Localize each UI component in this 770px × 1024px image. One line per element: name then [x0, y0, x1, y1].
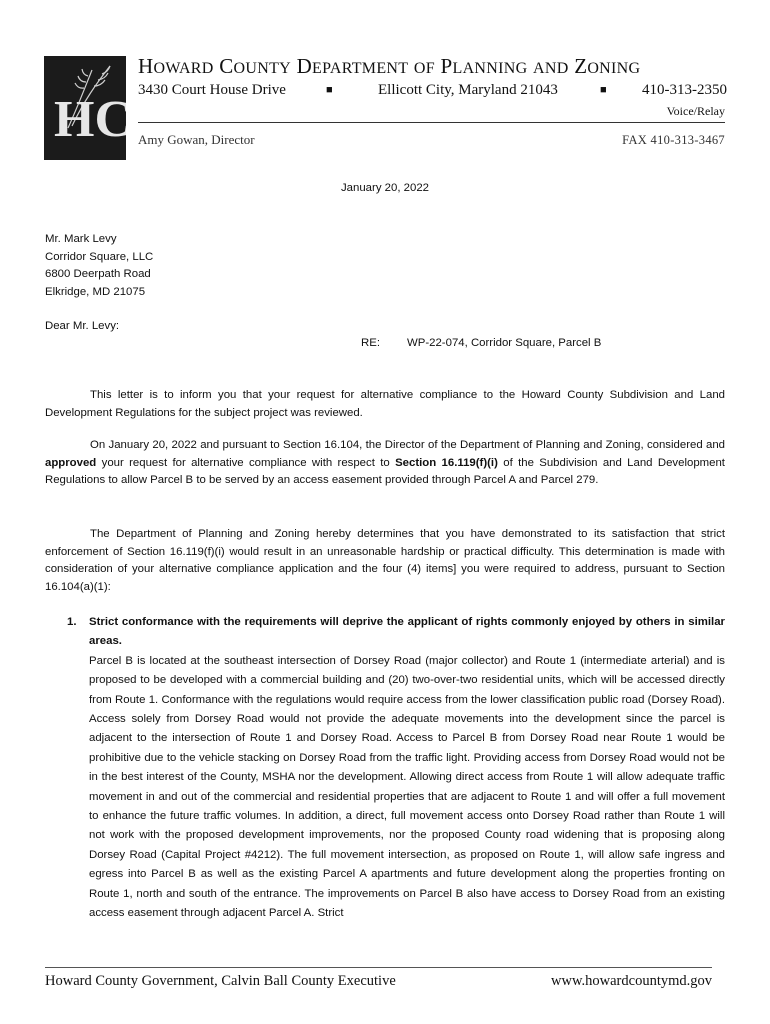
- approved-emphasis: approved: [45, 456, 97, 469]
- paragraph-text: The Department of Planning and Zoning hereby determines that you have demonstrated to its satisfaction that strict enforcement of Section 16.119(f)(i) would result in an unreasonable hardship or practical difficulty. This determination is made with consideration of your alternative compliance application and the four (4) items] you were required to address, pursuant to Section 16.104(a)(1):: [45, 528, 725, 593]
- section-reference: Section 16.119(f)(i): [395, 456, 498, 469]
- department-name: HOWARD COUNTY DEPARTMENT OF PLANNING AND ZONING: [138, 54, 641, 78]
- re-line: [361, 335, 601, 353]
- recipient-address: [45, 231, 153, 301]
- director-name: Amy Gowan, Director: [138, 132, 255, 147]
- item-text: Parcel B is located at the southeast intersection of Dorsey Road (major collector) and Route 1 (intermediate arterial) and is proposed to be developed with a commercial building and (20) two-over-two residential units, which will be accessed directly from Route 1. Conformance with the regulations would require access from the lower classification public road (Dorsey Road). Access solely from Dorsey Road would not provide the adequate movements into the development since the parcel is adjacent to the intersection of Route 1 and Dorsey Road. Access to Parcel B from Dorsey Road near Route 1 would be prohibitive due to the vehicle stacking on Dorsey Road from the traffic light. Providing access from Dorsey Road would not be in the best interest of the County, MSHA nor the development. Allowing direct access from Route 1 will allow adequate traffic movement in and out of the commercial and residential properties that are adjacent to Route 1 and will offer a full movement to enhance the future traffic volumes. In addition, a direct, full movement access onto Dorsey Road rather than Route 1 will not work with the proposed development improvements, nor the proposed County road widening that is proposing along Dorsey Road (Capital Project #4212). The full movement intersection, as proposed on Route 1, will allow safe ingress and egress into Parcel B as well as the existing Parcel A apartments and future development along the properties fronting on Route 1, north and south of the entrance. The improvements on Parcel B also have access to Dorsey Road from an existing access easement through adjacent Parcel A. Strict: [89, 654, 725, 920]
- address-line: Mr. Mark Levy: [45, 233, 117, 245]
- street-address: 3430 Court House Drive: [138, 82, 286, 98]
- paragraph-decision: [45, 437, 725, 490]
- paragraph-intro: [45, 387, 725, 422]
- address-line: 6800 Deerpath Road: [45, 268, 151, 280]
- footer-government: Howard County Government, Calvin Ball County Executive: [45, 973, 396, 989]
- item-content: [89, 613, 725, 924]
- re-label: RE:: [361, 337, 380, 349]
- letter-date: January 20, 2022: [340, 182, 430, 194]
- item-number: 1.: [67, 616, 77, 628]
- item-heading: Strict conformance with the requirements will deprive the applicant of rights commonly enjoyed by others in similar areas.: [89, 616, 725, 648]
- paragraph-text: On January 20, 2022 and pursuant to Section 16.104, the Director of the Department of Planning and Zoning, considered and approved your request for alternative compliance with respect to Section 16.119(f)(i) of the Subdivision and Land Development Regulations to allow Parcel B to be served by an access easement provided through Parcel A and Parcel 279.: [45, 439, 725, 486]
- separator-bullet-icon: ■: [326, 84, 333, 96]
- voice-relay: Voice/Relay: [666, 104, 725, 118]
- separator-bullet-icon: ■: [600, 84, 607, 96]
- paragraph-determination: [45, 526, 725, 596]
- address-line: Corridor Square, LLC: [45, 250, 154, 263]
- logo-letters: HC: [54, 91, 126, 148]
- footer-website: www.howardcountymd.gov: [551, 973, 712, 989]
- footer-divider: [45, 967, 712, 968]
- address-line: Elkridge, MD 21075: [45, 285, 146, 298]
- fax-number: FAX 410-313-3467: [622, 133, 725, 147]
- phone-number: 410-313-2350: [642, 82, 727, 98]
- paragraph-text: This letter is to inform you that your request for alternative compliance to the Howard County Subdivision and Land Development Regulations for the subject project was reviewed.: [45, 389, 725, 419]
- header-divider: [138, 122, 725, 123]
- city-address: Ellicott City, Maryland 21043: [378, 82, 558, 98]
- re-value: WP-22-074, Corridor Square, Parcel B: [407, 337, 602, 349]
- wheat-logo-icon: [44, 56, 126, 160]
- county-logo: [44, 56, 126, 160]
- salutation: Dear Mr. Levy:: [45, 320, 120, 332]
